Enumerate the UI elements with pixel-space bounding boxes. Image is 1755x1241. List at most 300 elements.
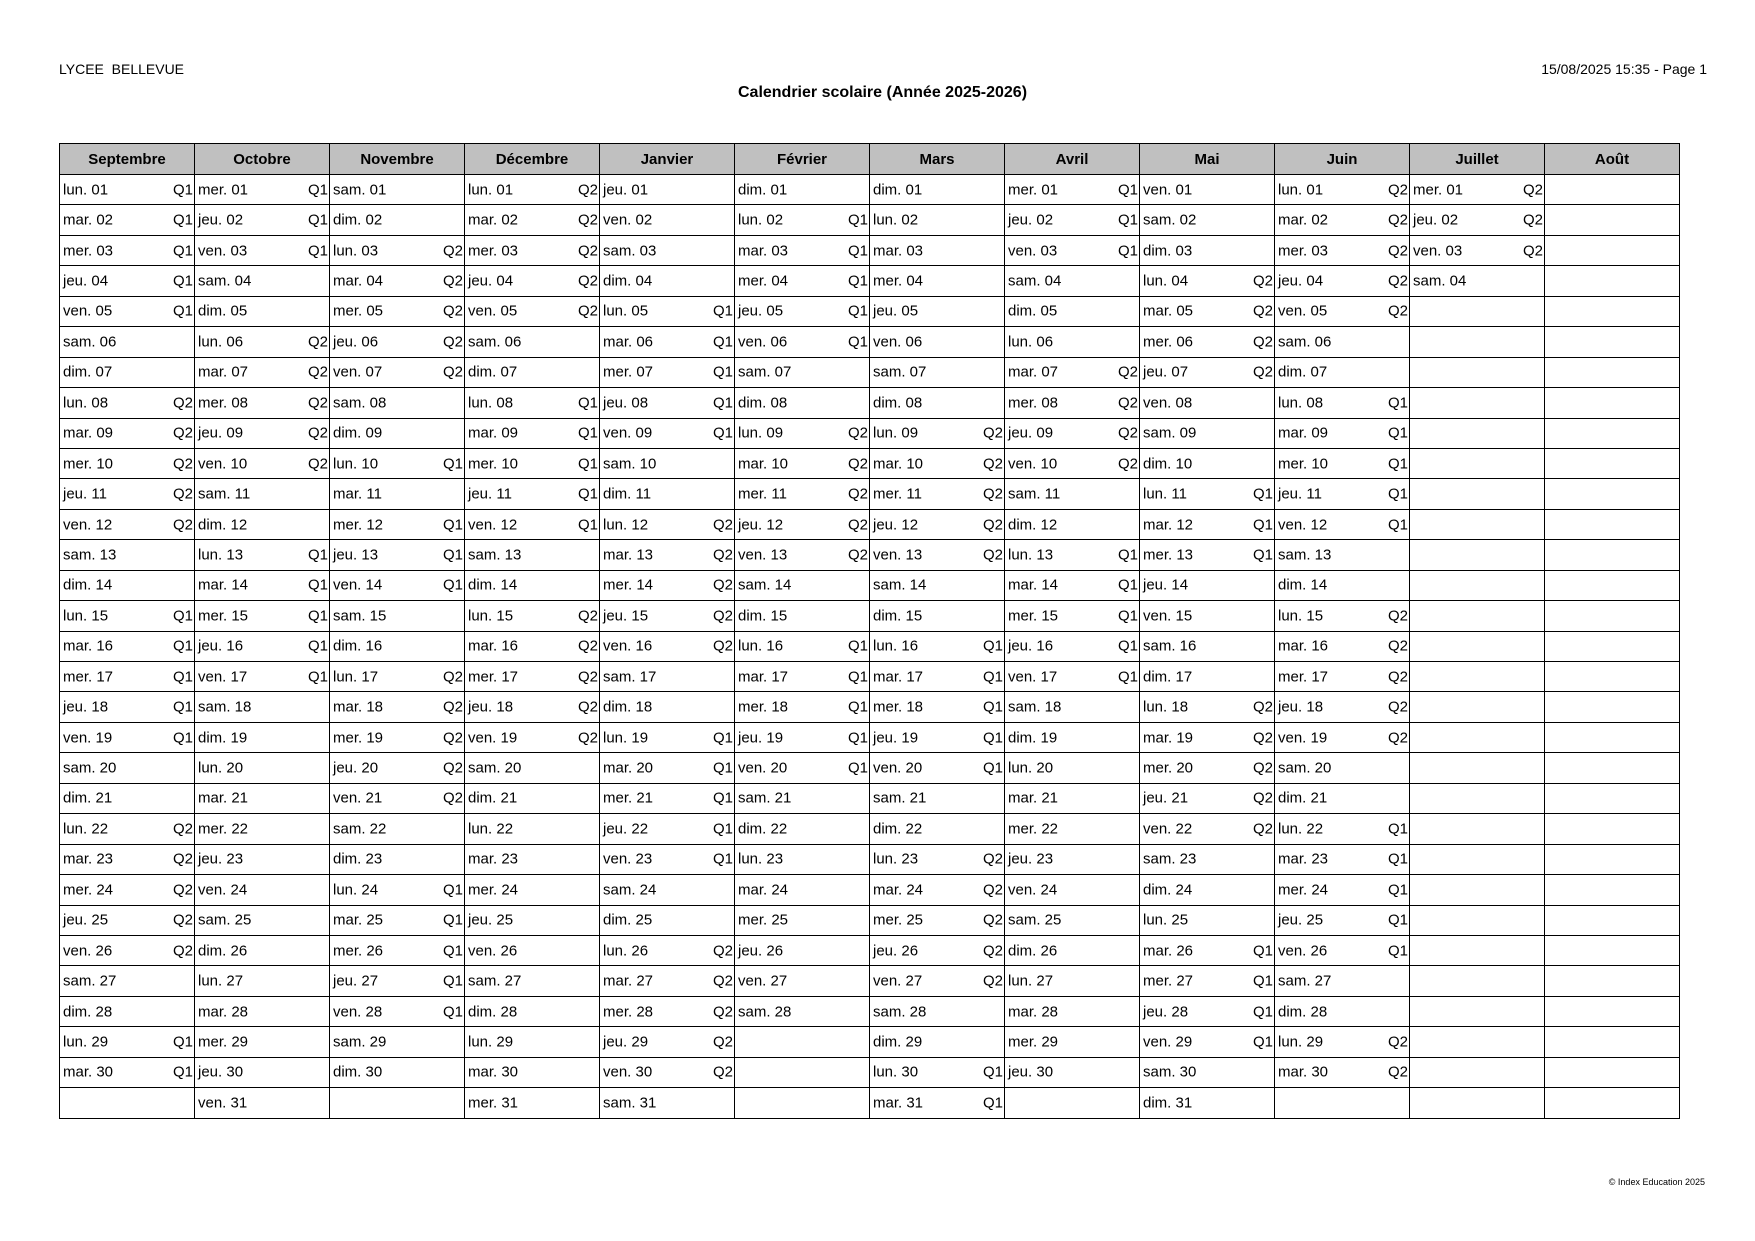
day-label: sam. 11: [198, 485, 251, 503]
day-label: jeu. 14: [1143, 576, 1189, 594]
day-cell: [1275, 1057, 1410, 1087]
period-label: Q2: [442, 759, 463, 777]
day-cell: [195, 388, 330, 418]
day-label: sam. 07: [738, 363, 792, 381]
day-label: mar. 16: [468, 637, 519, 655]
period-label: Q1: [982, 1094, 1003, 1112]
day-label: mer. 19: [333, 729, 384, 747]
day-cell: [1140, 357, 1275, 387]
day-label: ven. 01: [1143, 181, 1193, 199]
table-row: [60, 509, 1680, 539]
period-label: Q1: [1387, 820, 1408, 838]
day-cell: [1275, 509, 1410, 539]
period-label: Q1: [1252, 1033, 1273, 1051]
day-cell: [1140, 662, 1275, 692]
day-label: jeu. 23: [1008, 850, 1054, 868]
day-cell: [465, 631, 600, 661]
day-cell: [1410, 905, 1545, 935]
day-cell: [1005, 875, 1140, 905]
period-label: Q1: [1387, 485, 1408, 503]
day-cell: [1140, 844, 1275, 874]
day-label: lun. 09: [873, 424, 919, 442]
day-cell: [465, 1088, 600, 1118]
period-label: Q1: [982, 729, 1003, 747]
table-row: [60, 662, 1680, 692]
day-label: mer. 03: [468, 242, 519, 260]
day-cell: [60, 388, 195, 418]
day-cell: [1005, 905, 1140, 935]
day-cell: [870, 875, 1005, 905]
day-cell: [465, 783, 600, 813]
period-label: Q2: [172, 942, 193, 960]
day-label: dim. 29: [873, 1033, 923, 1051]
day-cell: [1545, 509, 1680, 539]
period-label: Q2: [1387, 698, 1408, 716]
day-cell: [195, 540, 330, 570]
period-label: Q1: [982, 698, 1003, 716]
day-cell: [1140, 935, 1275, 965]
day-cell: [735, 844, 870, 874]
day-cell: [465, 479, 600, 509]
day-label: ven. 28: [333, 1003, 383, 1021]
day-cell: [600, 266, 735, 296]
day-label: dim. 05: [198, 302, 248, 320]
table-row: [60, 783, 1680, 813]
day-cell: [60, 266, 195, 296]
day-label: ven. 19: [1278, 729, 1328, 747]
day-cell: [600, 905, 735, 935]
day-label: ven. 21: [333, 789, 383, 807]
day-cell: [1005, 814, 1140, 844]
day-cell: [1005, 479, 1140, 509]
day-cell: [465, 1027, 600, 1057]
day-cell: [1275, 1027, 1410, 1057]
day-cell: [195, 448, 330, 478]
period-label: Q1: [712, 820, 733, 838]
day-label: mer. 17: [63, 668, 114, 686]
day-cell: [60, 479, 195, 509]
day-cell: [60, 722, 195, 752]
day-cell: [195, 175, 330, 205]
day-label: jeu. 26: [738, 942, 784, 960]
period-label: Q2: [1387, 242, 1408, 260]
day-label: jeu. 18: [1278, 698, 1324, 716]
day-label: ven. 17: [1008, 668, 1058, 686]
day-label: jeu. 26: [873, 942, 919, 960]
day-label: sam. 06: [468, 333, 522, 351]
day-label: sam. 17: [603, 668, 657, 686]
day-label: mar. 14: [198, 576, 249, 594]
day-label: lun. 01: [468, 181, 514, 199]
day-label: dim. 09: [333, 424, 383, 442]
day-label: sam. 07: [873, 363, 927, 381]
table-row: [60, 296, 1680, 326]
day-cell: [735, 935, 870, 965]
day-cell: [600, 479, 735, 509]
day-cell: [735, 327, 870, 357]
period-label: Q1: [307, 576, 328, 594]
day-cell: [1545, 966, 1680, 996]
day-label: lun. 01: [63, 181, 109, 199]
day-cell: [60, 631, 195, 661]
day-label: ven. 05: [468, 302, 518, 320]
day-cell: [1410, 388, 1545, 418]
day-label: ven. 06: [738, 333, 788, 351]
day-cell: [600, 935, 735, 965]
period-label: Q2: [1252, 698, 1273, 716]
day-cell: [870, 509, 1005, 539]
day-label: mer. 12: [333, 516, 384, 534]
day-cell: [465, 905, 600, 935]
period-label: Q1: [1252, 546, 1273, 564]
day-cell: [60, 905, 195, 935]
day-label: dim. 07: [468, 363, 518, 381]
day-label: lun. 22: [468, 820, 514, 838]
period-label: Q1: [172, 1063, 193, 1081]
day-cell: [600, 662, 735, 692]
day-cell: [1410, 662, 1545, 692]
day-cell: [1275, 905, 1410, 935]
period-label: Q1: [1387, 455, 1408, 473]
table-row: [60, 1057, 1680, 1087]
day-cell: [195, 327, 330, 357]
period-label: Q2: [307, 424, 328, 442]
day-label: ven. 07: [333, 363, 383, 381]
period-label: Q2: [712, 1033, 733, 1051]
table-row: [60, 692, 1680, 722]
day-cell: [1140, 1088, 1275, 1118]
day-label: sam. 04: [1008, 272, 1062, 290]
day-cell: [1275, 722, 1410, 752]
day-cell: [1545, 905, 1680, 935]
day-cell: [735, 296, 870, 326]
day-cell: [1140, 540, 1275, 570]
day-label: dim. 28: [468, 1003, 518, 1021]
day-label: mar. 16: [1278, 637, 1329, 655]
day-cell: [600, 966, 735, 996]
day-label: mar. 02: [1278, 211, 1329, 229]
day-cell: [1140, 722, 1275, 752]
day-label: ven. 14: [333, 576, 383, 594]
day-label: mar. 24: [738, 881, 789, 899]
day-label: jeu. 02: [198, 211, 244, 229]
day-label: mer. 03: [63, 242, 114, 260]
day-label: ven. 26: [468, 942, 518, 960]
day-cell: [330, 418, 465, 448]
day-cell: [870, 783, 1005, 813]
table-row: [60, 905, 1680, 935]
day-cell: [600, 692, 735, 722]
period-label: Q2: [847, 455, 868, 473]
table-row: [60, 448, 1680, 478]
month-header: Mai: [1140, 144, 1275, 175]
day-label: jeu. 27: [333, 972, 379, 990]
period-label: Q1: [442, 1003, 463, 1021]
day-cell: [195, 875, 330, 905]
period-label: Q2: [577, 698, 598, 716]
day-label: sam. 31: [603, 1094, 657, 1112]
day-label: jeu. 04: [468, 272, 514, 290]
period-label: Q1: [1252, 485, 1273, 503]
day-cell: [1410, 753, 1545, 783]
table-row: [60, 996, 1680, 1026]
day-cell: [1545, 662, 1680, 692]
day-cell: [1545, 692, 1680, 722]
period-label: Q1: [577, 516, 598, 534]
day-label: mer. 10: [63, 455, 114, 473]
day-cell: [60, 327, 195, 357]
day-cell: [600, 175, 735, 205]
day-cell: [1140, 296, 1275, 326]
day-label: sam. 25: [1008, 911, 1062, 929]
day-label: dim. 05: [1008, 302, 1058, 320]
day-label: sam. 18: [198, 698, 252, 716]
period-label: Q1: [712, 363, 733, 381]
day-label: jeu. 02: [1413, 211, 1459, 229]
day-cell: [1275, 570, 1410, 600]
period-label: Q1: [172, 698, 193, 716]
day-label: jeu. 23: [198, 850, 244, 868]
day-label: mer. 11: [738, 485, 787, 503]
period-label: Q2: [577, 242, 598, 260]
day-cell: [735, 509, 870, 539]
day-label: mar. 19: [1143, 729, 1194, 747]
day-label: mar. 09: [63, 424, 114, 442]
day-cell: [60, 814, 195, 844]
period-label: Q2: [442, 668, 463, 686]
period-label: Q2: [1522, 181, 1543, 199]
day-label: lun. 29: [1278, 1033, 1324, 1051]
period-label: Q1: [442, 455, 463, 473]
day-cell: [1410, 1057, 1545, 1087]
day-cell: [195, 266, 330, 296]
period-label: Q2: [172, 485, 193, 503]
day-label: lun. 20: [198, 759, 244, 777]
day-cell: [1410, 966, 1545, 996]
period-label: Q2: [442, 789, 463, 807]
day-cell: [600, 418, 735, 448]
day-cell: [465, 1057, 600, 1087]
day-cell: [735, 235, 870, 265]
day-label: mar. 28: [1008, 1003, 1059, 1021]
day-label: ven. 17: [198, 668, 248, 686]
day-cell: [870, 966, 1005, 996]
day-cell: [1275, 327, 1410, 357]
day-cell: [195, 357, 330, 387]
day-label: sam. 09: [1143, 424, 1197, 442]
day-label: ven. 12: [468, 516, 518, 534]
day-cell: [1275, 996, 1410, 1026]
day-label: sam. 01: [333, 181, 387, 199]
table-row: [60, 875, 1680, 905]
period-label: Q1: [982, 1063, 1003, 1081]
period-label: Q1: [1252, 1003, 1273, 1021]
day-cell: [330, 662, 465, 692]
day-label: jeu. 01: [603, 181, 649, 199]
day-cell: [1005, 662, 1140, 692]
day-label: lun. 08: [63, 394, 109, 412]
day-cell: [330, 175, 465, 205]
day-label: mer. 01: [1008, 181, 1059, 199]
day-cell: [1410, 509, 1545, 539]
day-label: ven. 03: [1008, 242, 1058, 260]
day-label: mar. 16: [63, 637, 114, 655]
day-cell: [330, 783, 465, 813]
table-row: [60, 631, 1680, 661]
day-label: dim. 07: [1278, 363, 1328, 381]
day-label: lun. 03: [333, 242, 379, 260]
day-label: ven. 23: [603, 850, 653, 868]
day-cell: [60, 296, 195, 326]
day-cell: [1545, 601, 1680, 631]
day-label: sam. 28: [873, 1003, 927, 1021]
day-label: ven. 19: [63, 729, 113, 747]
day-label: mer. 04: [738, 272, 789, 290]
period-label: Q2: [982, 516, 1003, 534]
day-label: sam. 20: [1278, 759, 1332, 777]
day-cell: [600, 235, 735, 265]
day-cell: [195, 570, 330, 600]
day-label: dim. 12: [198, 516, 248, 534]
day-cell: [60, 509, 195, 539]
day-label: jeu. 25: [63, 911, 109, 929]
period-label: Q1: [847, 637, 868, 655]
day-cell: [60, 692, 195, 722]
day-cell: [1005, 844, 1140, 874]
day-label: lun. 06: [198, 333, 244, 351]
day-label: lun. 19: [603, 729, 649, 747]
day-label: sam. 08: [333, 394, 387, 412]
period-label: Q2: [982, 881, 1003, 899]
day-cell: [1275, 601, 1410, 631]
day-cell: [1005, 601, 1140, 631]
day-cell: [870, 662, 1005, 692]
period-label: Q1: [442, 576, 463, 594]
period-label: Q2: [712, 546, 733, 564]
day-cell: [195, 1027, 330, 1057]
day-cell: [1410, 631, 1545, 661]
day-cell: [330, 266, 465, 296]
day-label: dim. 14: [468, 576, 518, 594]
day-cell: [735, 205, 870, 235]
day-cell: [1275, 875, 1410, 905]
day-label: lun. 25: [1143, 911, 1189, 929]
day-label: sam. 04: [198, 272, 252, 290]
day-cell: [60, 357, 195, 387]
period-label: Q2: [1117, 424, 1138, 442]
day-label: jeu. 15: [603, 607, 649, 625]
period-label: Q2: [712, 1003, 733, 1021]
day-label: mar. 30: [1278, 1063, 1329, 1081]
day-cell: [465, 814, 600, 844]
day-label: dim. 19: [198, 729, 248, 747]
day-cell: [330, 1088, 465, 1118]
day-label: dim. 11: [603, 485, 652, 503]
day-cell: [465, 540, 600, 570]
day-label: ven. 29: [1143, 1033, 1193, 1051]
day-cell: [1545, 327, 1680, 357]
period-label: Q2: [1387, 668, 1408, 686]
day-label: mar. 23: [1278, 850, 1329, 868]
table-row: [60, 357, 1680, 387]
period-label: Q1: [1117, 637, 1138, 655]
day-label: dim. 26: [198, 942, 248, 960]
day-cell: [735, 966, 870, 996]
period-label: Q2: [1117, 455, 1138, 473]
day-label: mer. 26: [333, 942, 384, 960]
day-cell: [1005, 448, 1140, 478]
day-cell: [330, 1027, 465, 1057]
calendar-body: [60, 175, 1680, 1119]
month-header: Février: [735, 144, 870, 175]
day-cell: [1140, 631, 1275, 661]
day-cell: [870, 1088, 1005, 1118]
day-cell: [1005, 509, 1140, 539]
day-cell: [1410, 296, 1545, 326]
day-label: mar. 04: [333, 272, 384, 290]
day-cell: [330, 388, 465, 418]
day-label: lun. 13: [1008, 546, 1054, 564]
table-row: [60, 1088, 1680, 1118]
day-cell: [330, 357, 465, 387]
day-cell: [870, 448, 1005, 478]
period-label: Q1: [172, 302, 193, 320]
day-label: jeu. 07: [1143, 363, 1189, 381]
day-label: lun. 16: [873, 637, 919, 655]
period-label: Q2: [577, 668, 598, 686]
day-label: lun. 16: [738, 637, 784, 655]
period-label: Q1: [847, 729, 868, 747]
day-cell: [1410, 601, 1545, 631]
day-label: dim. 14: [1278, 576, 1328, 594]
day-cell: [1275, 540, 1410, 570]
day-label: mer. 20: [1143, 759, 1194, 777]
day-cell: [195, 205, 330, 235]
day-label: sam. 25: [198, 911, 252, 929]
period-label: Q1: [307, 546, 328, 564]
period-label: Q2: [1387, 1033, 1408, 1051]
day-cell: [735, 905, 870, 935]
day-label: mer. 14: [603, 576, 654, 594]
period-label: Q1: [847, 211, 868, 229]
day-cell: [195, 692, 330, 722]
period-label: Q2: [712, 516, 733, 534]
day-label: ven. 20: [738, 759, 788, 777]
period-label: Q1: [172, 1033, 193, 1051]
period-label: Q2: [442, 302, 463, 320]
day-label: mer. 17: [468, 668, 519, 686]
day-label: lun. 02: [873, 211, 919, 229]
day-cell: [1275, 418, 1410, 448]
day-cell: [1005, 783, 1140, 813]
day-label: sam. 06: [1278, 333, 1332, 351]
day-cell: [465, 509, 600, 539]
day-label: sam. 14: [738, 576, 792, 594]
day-cell: [60, 662, 195, 692]
day-cell: [330, 296, 465, 326]
day-label: jeu. 11: [1278, 485, 1322, 503]
day-label: ven. 15: [1143, 607, 1193, 625]
period-label: Q1: [172, 211, 193, 229]
month-header: Janvier: [600, 144, 735, 175]
day-cell: [1410, 357, 1545, 387]
period-label: Q1: [1117, 242, 1138, 260]
day-cell: [1410, 266, 1545, 296]
day-label: mar. 23: [63, 850, 114, 868]
table-row: [60, 479, 1680, 509]
period-label: Q1: [172, 242, 193, 260]
period-label: Q1: [847, 242, 868, 260]
